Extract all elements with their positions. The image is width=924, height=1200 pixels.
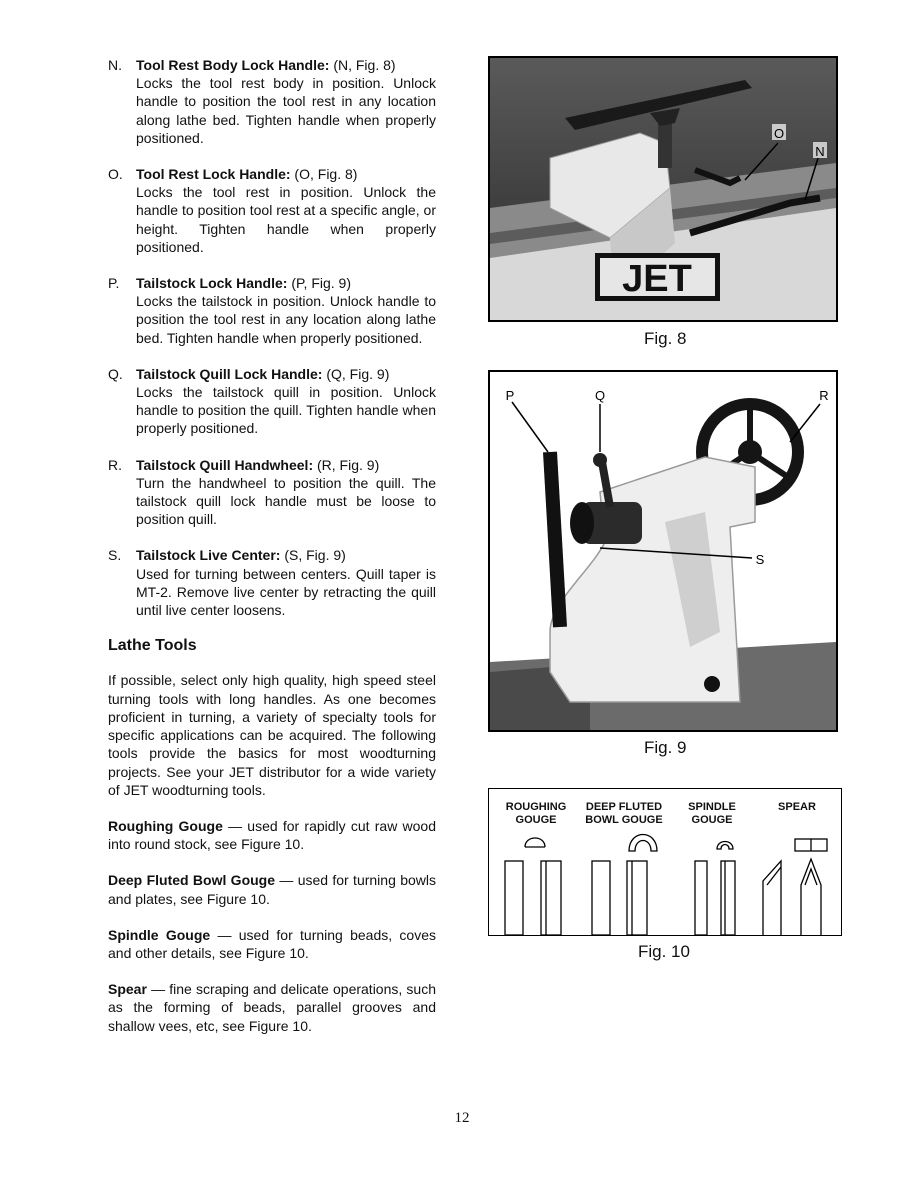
item-title: Tailstock Quill Handwheel: bbox=[136, 456, 314, 473]
item-desc: Turn the handwheel to position the quill. The tailstock quill lock handle must be loose to position quill. bbox=[136, 474, 436, 528]
item-desc: Locks the tool rest body in position. Unlock handle to position the tool rest in any location along lathe bed. Tighten handle when properly positioned. bbox=[136, 75, 436, 146]
list-item bbox=[108, 456, 436, 529]
item-letter: O. bbox=[108, 166, 123, 183]
item-letter: Q. bbox=[108, 365, 123, 382]
section-heading: Lathe Tools bbox=[108, 637, 197, 655]
roughing-gouge-label: ROUGHING GOUGE bbox=[505, 801, 567, 826]
roughing-gouge-front bbox=[541, 861, 561, 935]
list-item bbox=[108, 546, 436, 619]
spindle-gouge-front bbox=[721, 861, 735, 935]
fig9-caption: Fig. 9 bbox=[644, 738, 687, 757]
jet-logo: JET bbox=[622, 258, 692, 300]
item-letter: N. bbox=[108, 57, 122, 73]
tool-name: Deep Fluted Bowl Gouge bbox=[108, 872, 276, 889]
tool-rest-illustration bbox=[490, 58, 836, 320]
roughing-gouge-profile bbox=[525, 838, 545, 847]
bowl-gouge-side bbox=[592, 861, 610, 935]
bowl-gouge-front bbox=[627, 861, 647, 935]
item-desc: Locks the tailstock in position. Unlock handle to position the tool rest in any location along lathe bed. Tighten handle when properly positioned. bbox=[136, 293, 436, 346]
roughing-gouge-side bbox=[505, 861, 523, 935]
item-ref: (O, Fig. 8) bbox=[290, 166, 358, 183]
tool-name: Spindle Gouge bbox=[108, 926, 211, 943]
label-r: R bbox=[819, 388, 829, 403]
tool-desc: — used for turning bowls and plates, see Figure 10. bbox=[108, 872, 436, 907]
label-n: N bbox=[815, 144, 825, 159]
list-item bbox=[108, 365, 436, 438]
tool-paragraph bbox=[108, 817, 436, 853]
item-ref: (P, Fig. 9) bbox=[287, 275, 351, 292]
tool-paragraph bbox=[108, 926, 436, 962]
page-number: 12 bbox=[454, 1110, 470, 1126]
spear-label: SPEAR bbox=[778, 801, 816, 813]
item-desc: Used for turning between centers. Quill taper is MT-2. Remove live center by retracting the quill until live center loosens. bbox=[136, 565, 436, 619]
item-ref: (S, Fig. 9) bbox=[280, 547, 346, 564]
fig10-caption: Fig. 10 bbox=[638, 942, 690, 961]
tool-desc: — used for turning beads, coves and other details, see Figure 10. bbox=[108, 926, 437, 961]
item-title: Tool Rest Lock Handle: bbox=[136, 166, 291, 183]
item-letter: S. bbox=[108, 547, 122, 564]
tool-name: Spear bbox=[108, 981, 147, 998]
item-ref: (Q, Fig. 9) bbox=[322, 365, 390, 382]
tool-paragraph bbox=[108, 871, 436, 907]
item-letter: P. bbox=[108, 275, 120, 292]
item-ref: (R, Fig. 9) bbox=[313, 456, 380, 473]
tool-paragraph bbox=[108, 980, 436, 1035]
label-s: S bbox=[755, 552, 765, 567]
label-o: O bbox=[773, 126, 785, 141]
tool-name: Roughing Gouge bbox=[108, 817, 223, 834]
item-desc: Locks the tailstock quill in position. Unlock handle to position the quill. Tighten handle when properly positioned. bbox=[136, 384, 436, 437]
spindle-gouge-label: SPINDLE GOUGE bbox=[688, 801, 736, 826]
tool-desc: — fine scraping and delicate operations, such as the forming of beads, parallel grooves and shallow vees, etc, see Figure 10. bbox=[108, 981, 436, 1034]
label-q: Q bbox=[594, 388, 606, 403]
bowl-gouge-profile bbox=[629, 835, 657, 852]
item-desc: Locks the tool rest in position. Unlock the handle to position tool rest at a specific angle, or height. Tighten handle when properly positioned. bbox=[136, 184, 436, 255]
intro-paragraph: If possible, select only high quality, high speed steel turning tools with long handles. As one becomes proficient in turning, a variety of specialty tools for specific applications can be acquired. The following tools provide the basics for most woodturning projects. See your JET distributor for a wide variety of JET woodturning tools. bbox=[108, 672, 436, 798]
item-title: Tailstock Quill Lock Handle: bbox=[136, 365, 323, 382]
tool-profiles bbox=[489, 789, 841, 935]
fig8-caption: Fig. 8 bbox=[644, 329, 687, 348]
tool-desc: — used for rapidly cut raw wood into round stock, see Figure 10. bbox=[108, 817, 436, 853]
figure-8-photo bbox=[488, 56, 838, 322]
bowl-gouge-label: DEEP FLUTED BOWL GOUGE bbox=[585, 801, 663, 826]
item-ref: (N, Fig. 8) bbox=[329, 57, 396, 73]
spindle-gouge-side bbox=[695, 861, 707, 935]
left-column bbox=[108, 56, 436, 1053]
spear-side bbox=[763, 861, 781, 935]
item-title: Tailstock Lock Handle: bbox=[136, 275, 288, 292]
list-item bbox=[108, 56, 436, 147]
item-title: Tool Rest Body Lock Handle: bbox=[136, 57, 330, 73]
label-p: P bbox=[505, 388, 515, 403]
list-item bbox=[108, 274, 436, 347]
parts-list bbox=[108, 56, 436, 619]
figure-9-photo bbox=[488, 370, 838, 732]
spindle-gouge-profile bbox=[717, 842, 733, 850]
item-title: Tailstock Live Center: bbox=[136, 547, 281, 564]
item-letter: R. bbox=[108, 456, 122, 473]
figure-10-diagram bbox=[488, 788, 842, 936]
tailstock-illustration bbox=[490, 372, 836, 730]
list-item bbox=[108, 165, 436, 256]
